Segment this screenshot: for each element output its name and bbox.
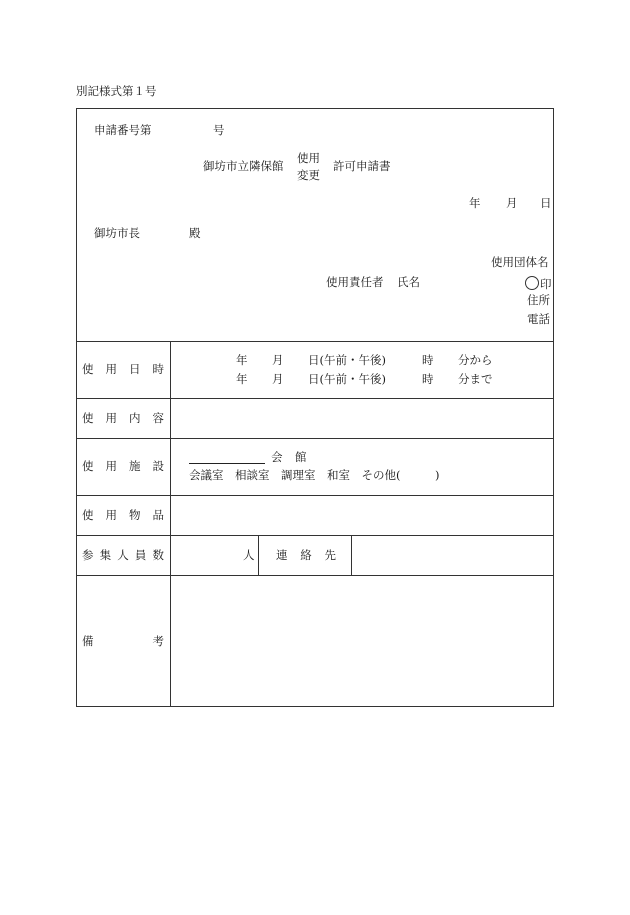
application-number-suffix: 号 [213, 123, 225, 137]
title-facility: 御坊市立隣保館 [203, 159, 284, 173]
start-minute: 分から [458, 353, 493, 367]
usage-content-label: 使 用 内 容 [82, 411, 164, 425]
start-hour: 時 [422, 353, 434, 367]
divider [76, 341, 554, 342]
end-month: 月 [272, 372, 284, 386]
end-minute: 分まで [458, 372, 493, 386]
application-form [76, 108, 554, 707]
title-use: 使用 [297, 151, 320, 165]
end-year: 年 [236, 372, 248, 386]
usage-items-label: 使 用 物 品 [82, 508, 164, 522]
divider [76, 575, 554, 576]
hall-name-blank [189, 463, 265, 464]
label-column-divider [170, 341, 171, 707]
usage-datetime-label: 使 用 日 時 [82, 362, 164, 376]
date-year: 年 [469, 196, 481, 210]
attendees-unit: 人 [243, 548, 255, 562]
address-label: 住所 [527, 293, 550, 307]
hall-char-2: 館 [295, 450, 307, 464]
honorific: 殿 [189, 226, 201, 240]
addressee: 御坊市長 [94, 226, 140, 240]
room-options: 会議室 相談室 調理室 和室 その他( ) [189, 468, 440, 482]
contact-label: 連 絡 先 [276, 548, 336, 562]
seal-label: 印 [540, 277, 552, 291]
attendees-label: 参 集 人 員 数 [82, 548, 164, 562]
seal-circle-icon [525, 276, 539, 290]
divider [258, 535, 259, 575]
divider [76, 438, 554, 439]
divider [76, 535, 554, 536]
title-change: 変更 [297, 168, 320, 182]
start-month: 月 [272, 353, 284, 367]
responsible-person-label: 使用責任者 [326, 275, 384, 289]
date-month: 月 [506, 196, 518, 210]
document-title: 許可申請書 [333, 159, 391, 173]
date-day: 日 [540, 196, 552, 210]
application-number-prefix: 申請番号第 [94, 123, 152, 137]
divider [351, 535, 352, 575]
group-name-label: 使用団体名 [491, 255, 549, 269]
hall-char-1: 会 [271, 450, 283, 464]
end-day-ampm: 日(午前・午後) [308, 372, 386, 386]
remarks-label: 備 考 [82, 634, 164, 648]
usage-facility-label: 使 用 施 設 [82, 459, 164, 473]
name-label: 氏名 [397, 275, 420, 289]
end-hour: 時 [422, 372, 434, 386]
divider [76, 495, 554, 496]
start-day-ampm: 日(午前・午後) [308, 353, 386, 367]
divider [76, 398, 554, 399]
start-year: 年 [236, 353, 248, 367]
phone-label: 電話 [527, 312, 550, 326]
form-number: 別記様式第１号 [76, 84, 157, 98]
seal [525, 276, 552, 291]
